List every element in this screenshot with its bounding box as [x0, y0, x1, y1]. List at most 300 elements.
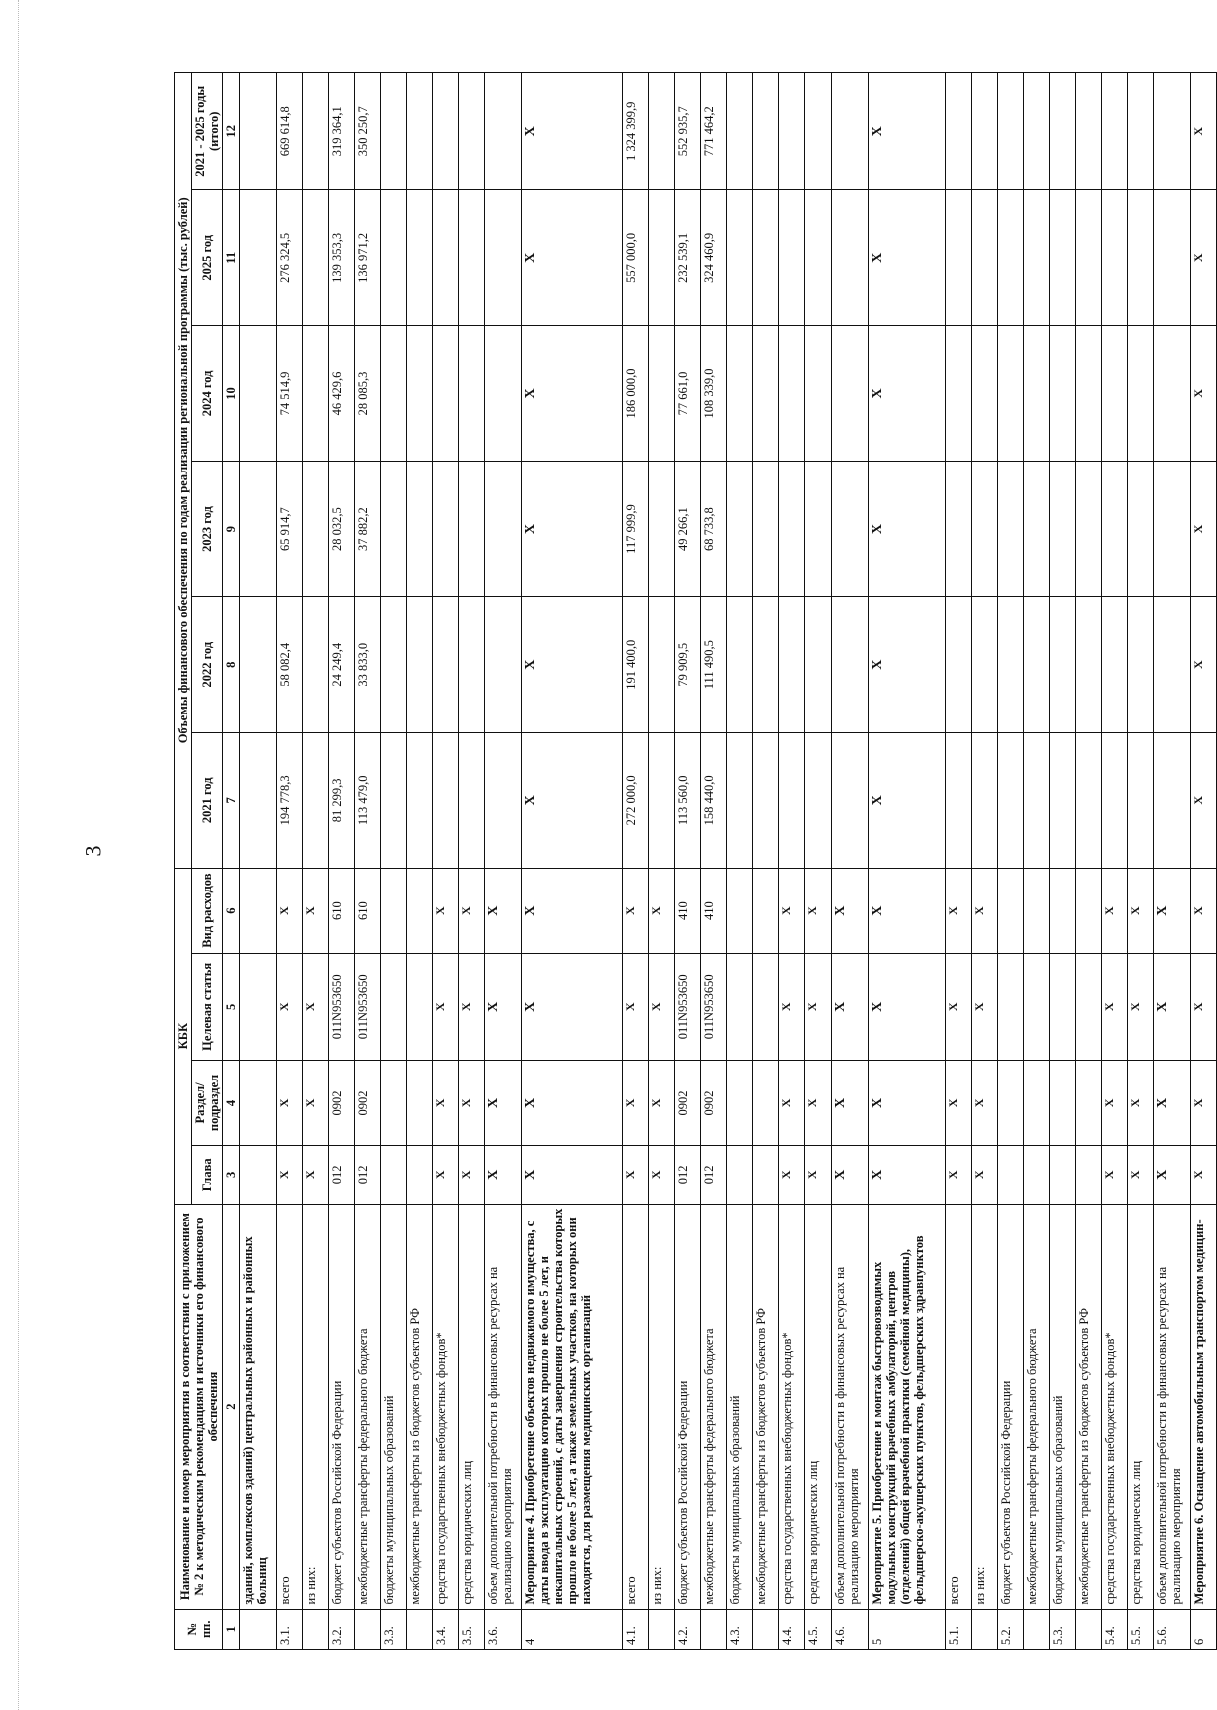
cell-amount [240, 73, 277, 191]
row-number: 5 [868, 1609, 945, 1649]
cell-vid: Х [805, 868, 831, 953]
row-number: 4 [522, 1609, 623, 1649]
row-number [649, 1609, 675, 1649]
cell-amount [945, 190, 971, 326]
cell-razdel: Х [522, 1060, 623, 1145]
cell-amount: 79 909,5 [675, 597, 701, 733]
cell-amount [805, 326, 831, 462]
table-row [459, 73, 485, 1650]
cell-vid: Х [485, 868, 522, 953]
cell-amount [1023, 190, 1049, 326]
cell-glava: Х [433, 1145, 459, 1204]
cell-vid: Х [649, 868, 675, 953]
cell-razdel [381, 1060, 407, 1145]
cell-amount [433, 73, 459, 191]
row-number: 3.6. [485, 1609, 522, 1649]
cell-glava: Х [971, 1145, 997, 1204]
table-row [753, 73, 779, 1650]
cell-amount [727, 326, 753, 462]
cell-amount [997, 733, 1023, 869]
cell-amount [459, 597, 485, 733]
cell-razdel: 0902 [701, 1060, 727, 1145]
cell-amount: Х [868, 597, 945, 733]
cell-glava: Х [945, 1145, 971, 1204]
cell-amount [971, 461, 997, 597]
cell-statya: Х [623, 953, 649, 1060]
cell-amount: 77 661,0 [675, 326, 701, 462]
row-name: межбюджетные трансферты федерального бюджета [701, 1204, 727, 1609]
cell-razdel [407, 1060, 433, 1145]
cell-statya [1023, 953, 1049, 1060]
cell-amount [1049, 733, 1075, 869]
table-row [727, 73, 753, 1650]
cell-vid: Х [1190, 868, 1216, 953]
cell-statya: Х [277, 953, 303, 1060]
row-number: 5.5. [1127, 1609, 1153, 1649]
table-row [675, 73, 701, 1650]
cell-amount [240, 190, 277, 326]
cell-statya [381, 953, 407, 1060]
cell-amount [831, 597, 868, 733]
cell-statya [1049, 953, 1075, 1060]
cell-amount [945, 461, 971, 597]
cell-amount [303, 73, 329, 191]
row-number [1075, 1609, 1101, 1649]
cell-vid: Х [1101, 868, 1127, 953]
cell-razdel: Х [277, 1060, 303, 1145]
cell-amount [1127, 190, 1153, 326]
cell-amount: Х [522, 461, 623, 597]
row-number: 6 [1190, 1609, 1216, 1649]
cell-amount: 194 778,3 [277, 733, 303, 869]
cell-amount [303, 597, 329, 733]
row-number: 4.6. [831, 1609, 868, 1649]
cell-amount [485, 73, 522, 191]
cell-amount [805, 461, 831, 597]
cell-vid [381, 868, 407, 953]
cell-amount [1023, 73, 1049, 191]
row-name: бюджеты муниципальных образований [1049, 1204, 1075, 1609]
cell-statya [997, 953, 1023, 1060]
column-number: 2 [223, 1204, 240, 1609]
cell-amount: Х [1190, 733, 1216, 869]
cell-amount [381, 597, 407, 733]
cell-statya: Х [805, 953, 831, 1060]
cell-statya: 011N953650 [355, 953, 381, 1060]
cell-glava [727, 1145, 753, 1204]
cell-statya: Х [459, 953, 485, 1060]
cell-amount: 111 490,5 [701, 597, 727, 733]
cell-glava: 012 [701, 1145, 727, 1204]
cell-vid [753, 868, 779, 953]
cell-vid: Х [831, 868, 868, 953]
cell-vid: 410 [675, 868, 701, 953]
cell-vid [1049, 868, 1075, 953]
table-header [175, 73, 240, 1650]
row-name: средства юридических лиц [1127, 1204, 1153, 1609]
row-name: Мероприятие 4. Приобретение объектов недвижимого имущества, с даты ввода в эксплуатацию которых прошло не более 5 лет, и некапитальных строений, с даты завершения строительства которых прошло не более 5 лет, а также земельных участков, на которых они находятся, для размещения медицинских организаций [522, 1204, 623, 1609]
cell-amount: 81 299,3 [329, 733, 355, 869]
financing-table [174, 72, 1217, 1650]
row-name: из них: [971, 1204, 997, 1609]
header-glava: Глава [192, 1145, 223, 1204]
cell-amount [997, 190, 1023, 326]
table-row [997, 73, 1023, 1650]
cell-amount [805, 190, 831, 326]
cell-glava: Х [459, 1145, 485, 1204]
cell-amount: 33 833,0 [355, 597, 381, 733]
cell-vid: Х [779, 868, 805, 953]
cell-statya: Х [1101, 953, 1127, 1060]
cell-vid: Х [945, 868, 971, 953]
cell-amount [1153, 733, 1190, 869]
cell-amount [1075, 73, 1101, 191]
cell-amount [1101, 190, 1127, 326]
cell-amount [381, 73, 407, 191]
row-name: объем дополнительной потребности в финансовых ресурсах на реализацию мероприятия [1153, 1204, 1190, 1609]
row-number: 5.6. [1153, 1609, 1190, 1649]
cell-glava [997, 1145, 1023, 1204]
cell-statya [407, 953, 433, 1060]
cell-glava: Х [868, 1145, 945, 1204]
column-number: 9 [223, 461, 240, 597]
cell-amount: 272 000,0 [623, 733, 649, 869]
cell-amount [945, 73, 971, 191]
cell-amount [459, 733, 485, 869]
cell-amount [459, 73, 485, 191]
row-name: всего [623, 1204, 649, 1609]
cell-vid: Х [303, 868, 329, 953]
cell-razdel: Х [433, 1060, 459, 1145]
cell-amount [1075, 461, 1101, 597]
table-row [1153, 73, 1190, 1650]
cell-vid: Х [433, 868, 459, 953]
scan-artifact [18, 0, 19, 1710]
cell-vid: 610 [329, 868, 355, 953]
cell-amount [240, 461, 277, 597]
row-name: средства юридических лиц [459, 1204, 485, 1609]
row-number: 3.2. [329, 1609, 355, 1649]
row-number: 4.2. [675, 1609, 701, 1649]
cell-amount: 68 733,8 [701, 461, 727, 597]
cell-amount: 139 353,3 [329, 190, 355, 326]
cell-razdel: Х [623, 1060, 649, 1145]
cell-amount [779, 190, 805, 326]
cell-amount: Х [1190, 190, 1216, 326]
cell-amount: Х [868, 73, 945, 191]
cell-amount [1075, 597, 1101, 733]
row-name: средства государственных внебюджетных фондов* [433, 1204, 459, 1609]
column-number-row [223, 73, 240, 1650]
cell-amount [1153, 461, 1190, 597]
cell-razdel [1049, 1060, 1075, 1145]
cell-amount [727, 73, 753, 191]
cell-glava: Х [831, 1145, 868, 1204]
header-vid: Вид расходов [192, 868, 223, 953]
cell-amount: 24 249,4 [329, 597, 355, 733]
table-row [407, 73, 433, 1650]
cell-amount [1049, 326, 1075, 462]
cell-vid: 410 [701, 868, 727, 953]
cell-amount [485, 597, 522, 733]
cell-razdel: Х [805, 1060, 831, 1145]
cell-amount: 49 266,1 [675, 461, 701, 597]
cell-amount: 324 460,9 [701, 190, 727, 326]
table-row [868, 73, 945, 1650]
cell-glava: 012 [329, 1145, 355, 1204]
cell-statya [753, 953, 779, 1060]
cell-vid [407, 868, 433, 953]
row-number [971, 1609, 997, 1649]
row-number: 4.1. [623, 1609, 649, 1649]
cell-amount: 74 514,9 [277, 326, 303, 462]
cell-razdel [1023, 1060, 1049, 1145]
cell-vid [727, 868, 753, 953]
cell-amount: 117 999,9 [623, 461, 649, 597]
cell-amount [1127, 733, 1153, 869]
cell-amount [381, 733, 407, 869]
cell-glava: Х [522, 1145, 623, 1204]
cell-amount [1023, 733, 1049, 869]
rotated-page [174, 0, 1206, 1650]
cell-statya: Х [831, 953, 868, 1060]
cell-amount [1049, 461, 1075, 597]
cell-amount [1153, 597, 1190, 733]
cell-statya: Х [303, 953, 329, 1060]
cell-amount: 58 082,4 [277, 597, 303, 733]
cell-glava: 012 [675, 1145, 701, 1204]
cell-statya: 011N953650 [675, 953, 701, 1060]
table-body [240, 73, 1217, 1650]
cell-amount [831, 461, 868, 597]
header-no: № пп. [175, 1609, 223, 1649]
cell-statya: Х [1190, 953, 1216, 1060]
cell-statya: Х [433, 953, 459, 1060]
cell-amount [805, 73, 831, 191]
header-razdel: Раздел/ подраздел [192, 1060, 223, 1145]
cell-amount [1023, 597, 1049, 733]
row-number: 4.4. [779, 1609, 805, 1649]
cell-amount [971, 597, 997, 733]
table-row [240, 73, 277, 1650]
row-number: 5.2. [997, 1609, 1023, 1649]
cell-amount [753, 190, 779, 326]
table-row [779, 73, 805, 1650]
cell-amount: Х [522, 326, 623, 462]
cell-amount [1101, 733, 1127, 869]
column-number: 6 [223, 868, 240, 953]
cell-amount: 232 539,1 [675, 190, 701, 326]
column-number: 3 [223, 1145, 240, 1204]
cell-razdel: 0902 [329, 1060, 355, 1145]
cell-amount [997, 461, 1023, 597]
cell-amount [831, 73, 868, 191]
cell-amount [971, 73, 997, 191]
cell-amount: 1 324 399,9 [623, 73, 649, 191]
row-name: средства государственных внебюджетных фондов* [779, 1204, 805, 1609]
table-row [971, 73, 997, 1650]
cell-amount [753, 597, 779, 733]
cell-razdel: Х [459, 1060, 485, 1145]
cell-amount [1101, 461, 1127, 597]
cell-glava: Х [1101, 1145, 1127, 1204]
row-number [240, 1609, 277, 1649]
cell-amount [303, 461, 329, 597]
row-name: бюджет субъектов Российской Федерации [329, 1204, 355, 1609]
cell-amount [303, 733, 329, 869]
cell-razdel: Х [1153, 1060, 1190, 1145]
cell-statya: Х [649, 953, 675, 1060]
table-row [649, 73, 675, 1650]
header-year: 2021 год [192, 733, 223, 869]
row-number: 3.1. [277, 1609, 303, 1649]
row-name: межбюджетные трансферты из бюджетов субъектов РФ [407, 1204, 433, 1609]
cell-statya: Х [868, 953, 945, 1060]
cell-amount [779, 461, 805, 597]
cell-amount: Х [522, 733, 623, 869]
cell-vid: Х [868, 868, 945, 953]
cell-amount [1049, 190, 1075, 326]
cell-amount [485, 733, 522, 869]
cell-amount [381, 190, 407, 326]
row-name: объем дополнительной потребности в финансовых ресурсах на реализацию мероприятия [831, 1204, 868, 1609]
table-row [945, 73, 971, 1650]
row-name: всего [277, 1204, 303, 1609]
cell-glava: Х [1190, 1145, 1216, 1204]
table-row [1190, 73, 1216, 1650]
cell-amount: 37 882,2 [355, 461, 381, 597]
column-number: 10 [223, 326, 240, 462]
cell-glava: Х [623, 1145, 649, 1204]
cell-amount [240, 597, 277, 733]
cell-amount: 108 339,0 [701, 326, 727, 462]
table-row [1075, 73, 1101, 1650]
cell-amount [649, 461, 675, 597]
column-number: 8 [223, 597, 240, 733]
row-name: межбюджетные трансферты федерального бюджета [1023, 1204, 1049, 1609]
cell-amount: Х [522, 190, 623, 326]
cell-amount [459, 461, 485, 597]
cell-amount [971, 326, 997, 462]
cell-amount [240, 326, 277, 462]
cell-vid: 610 [355, 868, 381, 953]
cell-amount: 771 464,2 [701, 73, 727, 191]
cell-amount [1101, 73, 1127, 191]
cell-amount: 28 032,5 [329, 461, 355, 597]
column-number: 7 [223, 733, 240, 869]
cell-statya [727, 953, 753, 1060]
cell-amount [727, 190, 753, 326]
cell-razdel: Х [1127, 1060, 1153, 1145]
cell-amount [753, 461, 779, 597]
row-number: 5.1. [945, 1609, 971, 1649]
cell-vid [1023, 868, 1049, 953]
column-number: 11 [223, 190, 240, 326]
cell-statya: Х [945, 953, 971, 1060]
row-number [701, 1609, 727, 1649]
cell-amount [945, 597, 971, 733]
row-number [1023, 1609, 1049, 1649]
row-number [303, 1609, 329, 1649]
cell-statya: Х [1127, 953, 1153, 1060]
cell-razdel: Х [831, 1060, 868, 1145]
table-row [1023, 73, 1049, 1650]
cell-glava: Х [649, 1145, 675, 1204]
table-row [701, 73, 727, 1650]
cell-razdel: Х [485, 1060, 522, 1145]
cell-amount [1075, 190, 1101, 326]
table-row [329, 73, 355, 1650]
cell-amount [433, 190, 459, 326]
cell-amount [407, 73, 433, 191]
cell-amount [1075, 733, 1101, 869]
cell-amount [485, 190, 522, 326]
cell-amount: Х [522, 73, 623, 191]
cell-glava: Х [1127, 1145, 1153, 1204]
cell-amount [831, 326, 868, 462]
cell-vid: Х [1153, 868, 1190, 953]
header-year: 2024 год [192, 326, 223, 462]
header-year: 2023 год [192, 461, 223, 597]
cell-amount: 557 000,0 [623, 190, 649, 326]
cell-amount: Х [868, 461, 945, 597]
cell-statya: Х [1153, 953, 1190, 1060]
table-row [355, 73, 381, 1650]
cell-amount [945, 326, 971, 462]
table-row [1127, 73, 1153, 1650]
cell-amount: Х [522, 597, 623, 733]
row-number: 3.3. [381, 1609, 407, 1649]
row-number: 4.5. [805, 1609, 831, 1649]
row-number [355, 1609, 381, 1649]
cell-amount [407, 461, 433, 597]
row-number: 5.4. [1101, 1609, 1127, 1649]
cell-amount [407, 597, 433, 733]
cell-amount: 113 560,0 [675, 733, 701, 869]
table-row [485, 73, 522, 1650]
cell-amount [1127, 326, 1153, 462]
row-name: бюджет субъектов Российской Федерации [997, 1204, 1023, 1609]
cell-amount: Х [868, 190, 945, 326]
cell-amount [753, 73, 779, 191]
cell-razdel [997, 1060, 1023, 1145]
cell-amount: 28 085,3 [355, 326, 381, 462]
cell-amount [649, 597, 675, 733]
cell-razdel: 0902 [355, 1060, 381, 1145]
cell-amount: Х [868, 733, 945, 869]
cell-amount [1049, 597, 1075, 733]
cell-amount [779, 73, 805, 191]
cell-amount [805, 597, 831, 733]
cell-amount: Х [868, 326, 945, 462]
cell-amount: 46 429,6 [329, 326, 355, 462]
cell-statya [1075, 953, 1101, 1060]
cell-amount: 158 440,0 [701, 733, 727, 869]
cell-amount [1101, 597, 1127, 733]
table-row [381, 73, 407, 1650]
cell-amount [303, 190, 329, 326]
cell-amount [649, 190, 675, 326]
table-row [522, 73, 623, 1650]
cell-amount: 319 364,1 [329, 73, 355, 191]
cell-amount [1049, 73, 1075, 191]
cell-amount [407, 733, 433, 869]
table-row [277, 73, 303, 1650]
header-statya: Целевая статья [192, 953, 223, 1060]
cell-razdel: Х [971, 1060, 997, 1145]
cell-razdel [240, 1060, 277, 1145]
row-name: из них: [303, 1204, 329, 1609]
